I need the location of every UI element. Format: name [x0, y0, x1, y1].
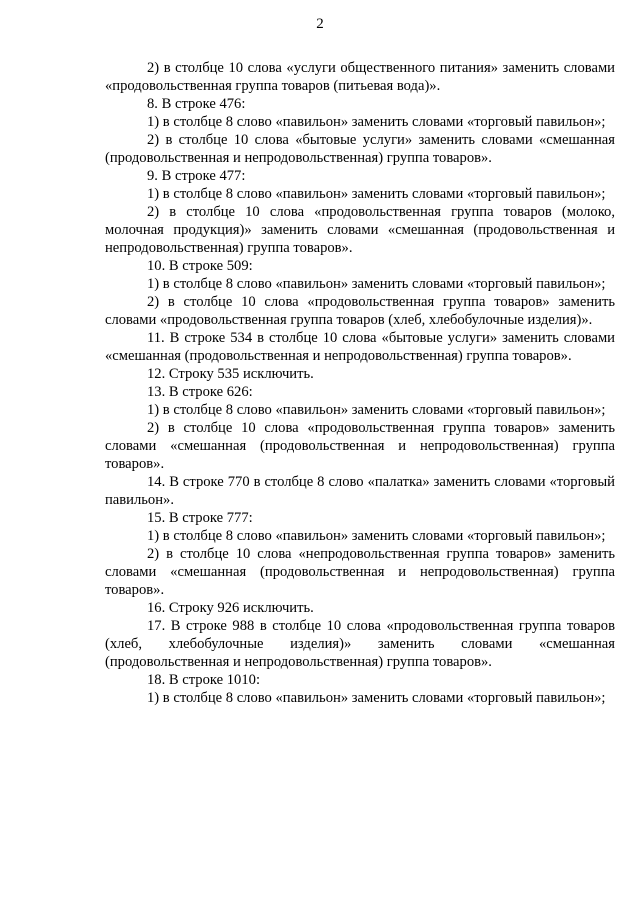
paragraph: 11. В строке 534 в столбце 10 слова «бытовые услуги» заменить словами «смешанная (продовольственная и непродовольственная) группа товаров». [105, 330, 615, 364]
paragraph: 1) в столбце 8 слово «павильон» заменить словами «торговый павильон»; [147, 402, 606, 418]
paragraph: 18. В строке 1010: [147, 672, 260, 688]
paragraph: 2) в столбце 10 слова «продовольственная группа товаров (молоко, молочная продукция)» заменить словами «смешанная (продовольственная и непродовольственная) группа товаров». [105, 204, 615, 256]
paragraph: 15. В строке 777: [147, 510, 253, 526]
paragraph: 1) в столбце 8 слово «павильон» заменить словами «торговый павильон»; [147, 690, 606, 706]
paragraph: 1) в столбце 8 слово «павильон» заменить словами «торговый павильон»; [147, 186, 606, 202]
paragraph: 8. В строке 476: [147, 96, 246, 112]
document-body [105, 59, 615, 707]
paragraph: 2) в столбце 10 слова «непродовольственная группа товаров» заменить словами «смешанная (продовольственная и непродовольственная) группа товаров». [105, 546, 615, 598]
paragraph: 13. В строке 626: [147, 384, 253, 400]
page-number: 2 [316, 16, 324, 32]
paragraph: 16. Строку 926 исключить. [147, 600, 314, 616]
paragraph: 10. В строке 509: [147, 258, 253, 274]
paragraph: 17. В строке 988 в столбце 10 слова «продовольственная группа товаров (хлеб, хлебобулочные изделия)» заменить словами «смешанная (продовольственная и непродовольственная) группа товаров». [105, 618, 615, 670]
paragraph: 1) в столбце 8 слово «павильон» заменить словами «торговый павильон»; [147, 276, 606, 292]
paragraph: 2) в столбце 10 слова «услуги общественного питания» заменить словами «продовольственная группа товаров (питьевая вода)». [105, 60, 615, 94]
paragraph: 1) в столбце 8 слово «павильон» заменить словами «торговый павильон»; [147, 528, 606, 544]
paragraph: 2) в столбце 10 слова «продовольственная группа товаров» заменить словами «смешанная (продовольственная и непродовольственная) группа товаров». [105, 420, 615, 472]
paragraph: 9. В строке 477: [147, 168, 246, 184]
paragraph: 12. Строку 535 исключить. [147, 366, 314, 382]
paragraph: 2) в столбце 10 слова «продовольственная группа товаров» заменить словами «продовольственная группа товаров (хлеб, хлебобулочные изделия)». [105, 294, 615, 328]
paragraph: 1) в столбце 8 слово «павильон» заменить словами «торговый павильон»; [147, 114, 606, 130]
paragraph: 14. В строке 770 в столбце 8 слово «палатка» заменить словами «торговый павильон». [105, 474, 615, 508]
paragraph: 2) в столбце 10 слова «бытовые услуги» заменить словами «смешанная (продовольственная и непродовольственная) группа товаров». [105, 132, 615, 166]
